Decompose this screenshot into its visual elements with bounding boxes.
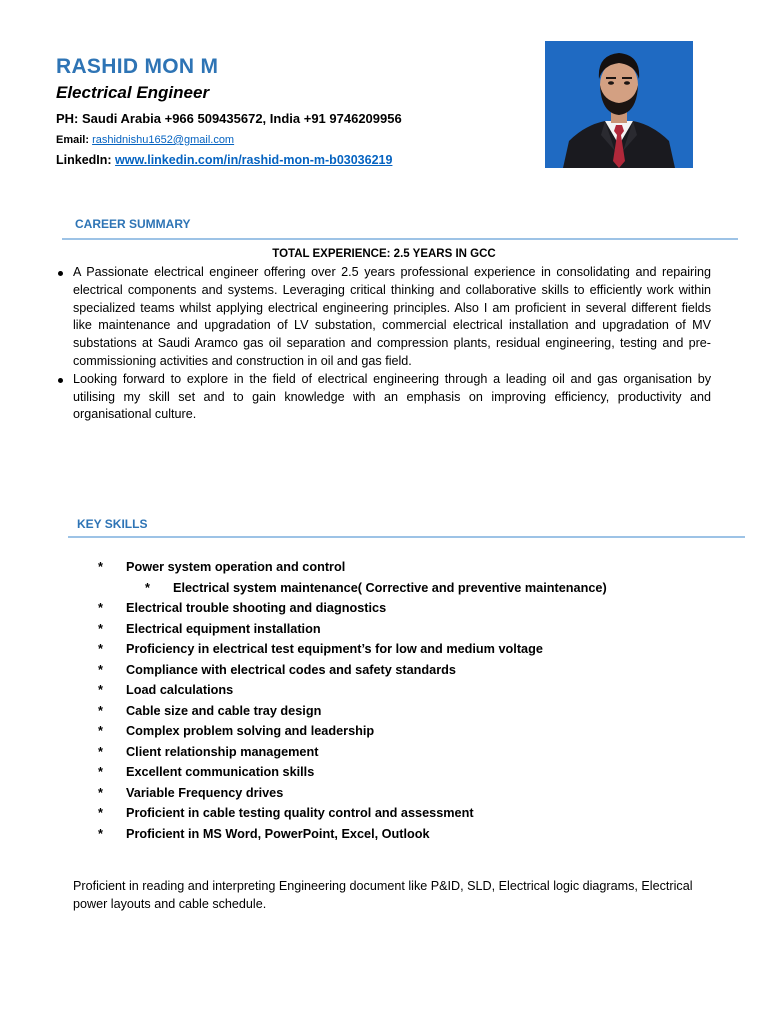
list-item bbox=[96, 742, 696, 763]
skill-text: Complex problem solving and leadership bbox=[126, 724, 375, 738]
portrait-photo-icon bbox=[545, 41, 693, 168]
list-item bbox=[96, 783, 696, 804]
asterisk-icon: * bbox=[98, 724, 103, 738]
list-item bbox=[96, 824, 696, 845]
skill-text: Load calculations bbox=[126, 683, 234, 697]
closing-paragraph: Proficient in reading and interpreting Engineering document like P&ID, SLD, Electrical logic diagrams, Electrical power layouts and cable schedule. bbox=[73, 879, 693, 911]
skill-text: Variable Frequency drives bbox=[126, 785, 284, 800]
list-item bbox=[96, 557, 696, 578]
asterisk-icon: * bbox=[98, 744, 103, 759]
email-label: Email: bbox=[56, 134, 90, 146]
list-item bbox=[56, 264, 711, 371]
key-skills-heading: KEY SKILLS bbox=[77, 517, 148, 531]
career-summary-list bbox=[56, 264, 711, 424]
job-title: Electrical Engineer bbox=[56, 83, 210, 102]
asterisk-icon: * bbox=[98, 683, 103, 697]
skill-text: Power system operation and control bbox=[126, 560, 346, 574]
skill-text: Excellent communication skills bbox=[126, 765, 315, 779]
asterisk-icon: * bbox=[98, 621, 103, 636]
skill-text: Electrical equipment installation bbox=[126, 621, 321, 636]
asterisk-icon: * bbox=[98, 703, 103, 718]
asterisk-icon: * bbox=[98, 826, 103, 841]
career-summary-heading: CAREER SUMMARY bbox=[75, 217, 191, 231]
list-item bbox=[96, 803, 696, 824]
asterisk-icon: * bbox=[98, 785, 103, 800]
asterisk-icon: * bbox=[98, 765, 103, 779]
list-item bbox=[96, 680, 696, 701]
list-item bbox=[96, 619, 696, 640]
skill-text: Compliance with electrical codes and safety standards bbox=[126, 662, 456, 677]
asterisk-icon: * bbox=[98, 642, 103, 656]
list-item bbox=[96, 721, 696, 742]
list-item bbox=[96, 578, 696, 599]
linkedin-label: LinkedIn: bbox=[56, 153, 112, 167]
career-summary-divider bbox=[62, 238, 738, 240]
profile-photo bbox=[545, 41, 693, 168]
phone-line: PH: Saudi Arabia +966 509435672, India +91 9746209956 bbox=[56, 111, 402, 126]
key-skills-list bbox=[96, 557, 696, 844]
summary-text: A Passionate electrical engineer offering over 2.5 years professional experience in consolidating and repairing electrical components and systems. Leveraging critical thinking and collaborative skills to efficiently work within specialized teams whilst applying electrical engineering principles. Also I am proficient in several different fields like maintenance and upgradation of LV substation, commercial electrical installation and upgradation of MV substations at Saudi Aramco gas oil separation and compression plants, residual engineering, testing and pre-commissioning activities and construction in oil and gas field. bbox=[73, 265, 711, 368]
skill-text: Client relationship management bbox=[126, 744, 319, 759]
list-item bbox=[56, 371, 711, 424]
list-item bbox=[96, 762, 696, 783]
list-item bbox=[96, 660, 696, 681]
key-skills-divider bbox=[68, 536, 745, 538]
total-experience: TOTAL EXPERIENCE: 2.5 YEARS IN GCC bbox=[272, 248, 496, 260]
skill-text: Electrical system maintenance( Corrective and preventive maintenance) bbox=[173, 580, 607, 595]
list-item bbox=[96, 639, 696, 660]
skill-text: Electrical trouble shooting and diagnostics bbox=[126, 601, 387, 615]
skill-text: Cable size and cable tray design bbox=[126, 703, 322, 718]
candidate-name: RASHID MON M bbox=[56, 55, 219, 78]
skill-text: Proficiency in electrical test equipment’s for low and medium voltage bbox=[126, 642, 543, 656]
asterisk-icon: * bbox=[98, 601, 103, 615]
asterisk-icon: * bbox=[98, 560, 103, 574]
email-line bbox=[56, 134, 234, 146]
bullet-icon bbox=[58, 378, 63, 383]
skill-text: Proficient in MS Word, PowerPoint, Excel, Outlook bbox=[126, 826, 430, 841]
linkedin-line bbox=[56, 153, 392, 167]
linkedin-link[interactable]: www.linkedin.com/in/rashid-mon-m-b03036219 bbox=[115, 153, 393, 167]
bullet-icon bbox=[58, 271, 63, 276]
list-item bbox=[96, 701, 696, 722]
list-item bbox=[96, 598, 696, 619]
asterisk-icon: * bbox=[145, 580, 150, 595]
summary-text: Looking forward to explore in the field of electrical engineering through a leading oil and gas organisation by utilising my skill set and to gain knowledge with an emphasis on improving efficiency, productivity and organisational culture. bbox=[73, 371, 711, 422]
asterisk-icon: * bbox=[98, 806, 103, 820]
email-link[interactable]: rashidnishu1652@gmail.com bbox=[92, 134, 235, 146]
asterisk-icon: * bbox=[98, 662, 103, 677]
skill-text: Proficient in cable testing quality control and assessment bbox=[126, 806, 474, 820]
